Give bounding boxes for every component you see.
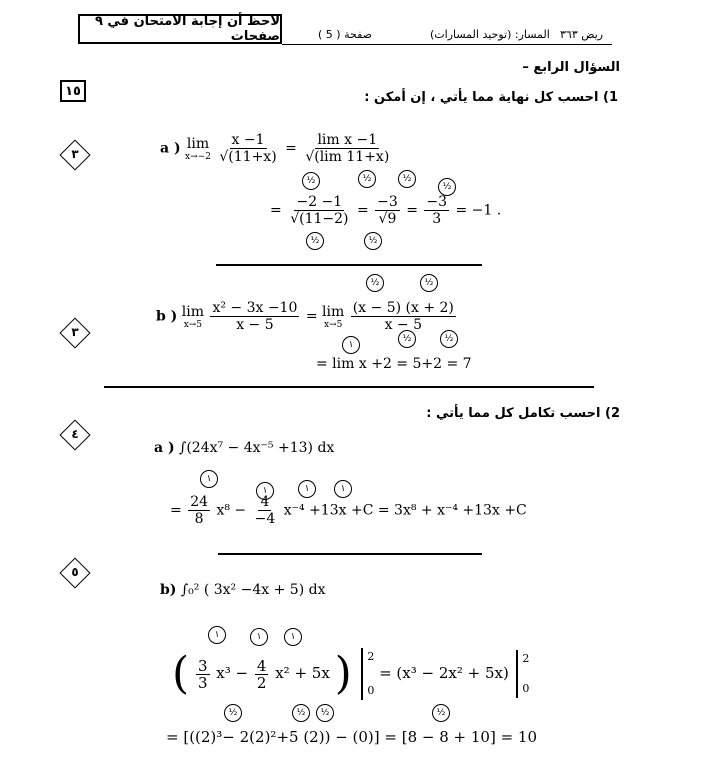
p1a-eq4: [424, 194, 449, 227]
p1a-eq1-num: lim x −1: [317, 132, 378, 148]
half-mark-circle: ½: [364, 232, 382, 250]
half-mark-circle: ½: [438, 178, 456, 196]
p2a-f1-den: 8: [194, 511, 204, 527]
half-mark-circle: ½: [420, 274, 438, 292]
p1b-lim-sub-2: x→5: [323, 319, 343, 330]
p1b-lim-2: lim: [322, 303, 345, 320]
p1a-eq4-den: 3: [432, 211, 442, 227]
p1a-eq1: [303, 132, 391, 165]
half-mark-circle: ½: [306, 232, 324, 250]
p2b-lower-limit-2: 0: [522, 682, 530, 695]
p1a-lim: lim: [186, 135, 210, 152]
p2b-label: b): [160, 582, 177, 598]
p2a-f2-num: 4: [260, 494, 270, 510]
p1a-eq3-num: −3: [377, 194, 398, 210]
p1a-label: a ): [160, 140, 181, 157]
p1a-den: √(11+x): [219, 149, 277, 165]
p2a-solution: = $\frac{24}{8}$ x⁸ − $\frac{4}{-4}$ x⁻⁴ +13x +C = 3x⁸ + x⁻⁴ +13x +C: [170, 494, 527, 527]
p1b-lim: lim: [181, 303, 204, 320]
p2a-frac-1: [188, 494, 210, 527]
p1b-num2: (x − 5) (x + 2): [352, 300, 454, 316]
p2b-final: = [((2)³− 2(2)²+5 (2)) − (0)] = [8 − 8 + 10] = 10: [166, 728, 538, 746]
p2b-f2-den: 2: [256, 673, 267, 692]
p1a-steps: = $\frac{-2 -1}{√(11-2)}$ = $\frac{-3}{√9}$ = $\frac{-3}{3}$ = −1 .: [270, 194, 502, 227]
p2b-upper-limit-2: 2: [522, 652, 530, 665]
p2a-integral: ∫(24x⁷ − 4x⁻⁵ +13) dx: [179, 440, 335, 456]
part1-heading: 1) احسب كل نهاية مما يأتي ، إن أمكن :: [364, 90, 618, 105]
p2b-upper-limit: 2: [367, 650, 375, 663]
one-mark-circle: ١: [284, 628, 302, 646]
p1b-den2: x − 5: [384, 317, 422, 333]
p2b-term-mid: x³ −: [216, 664, 249, 682]
p2b-rhs: = (x³ − 2x² + 5x): [379, 664, 509, 682]
one-mark-circle: ١: [208, 626, 226, 644]
p2a-frac-2: [253, 494, 278, 527]
p1a-eq3-den: √9: [378, 211, 397, 227]
page-number: صفحة ( 5 ): [318, 28, 372, 41]
p2a-term-1: x⁸ −: [216, 502, 247, 519]
mark-value: ٤: [71, 427, 79, 441]
half-mark-circle: ½: [224, 704, 242, 722]
p1a-eq1-den: √(lim 11+x): [305, 149, 390, 165]
p2b-term-end: x² + 5x: [275, 664, 330, 682]
p2a-expression: [154, 440, 334, 456]
half-mark-circle: ½: [316, 704, 334, 722]
half-mark-circle: ½: [398, 170, 416, 188]
divider-1a: [216, 264, 482, 266]
p1b-lim-sub: x→5: [183, 319, 203, 330]
p2b-lower-limit: 0: [367, 684, 375, 697]
part2-heading: 2) احسب تكامل كل مما يأتي :: [426, 406, 620, 421]
one-mark-circle: ١: [334, 480, 352, 498]
p1b-result: = lim x +2 = 5+2 = 7: [316, 356, 472, 372]
p1b-label: b ): [156, 308, 178, 325]
p1b-den: x − 5: [236, 317, 274, 333]
question-score: [60, 80, 86, 102]
mark-value: ٣: [71, 147, 79, 161]
p2a-term-2: x⁻⁴ +13x +C = 3x⁸ + x⁻⁴ +13x +C: [283, 502, 527, 519]
p2b-expression: [160, 582, 325, 598]
half-mark-circle: ½: [432, 704, 450, 722]
p1a-eq2-den: √(11−2): [290, 211, 349, 227]
exam-note-box: [78, 14, 282, 44]
one-mark-circle: ١: [200, 470, 218, 488]
question-score-value: ١٥: [65, 83, 81, 99]
half-mark-circle: ½: [440, 330, 458, 348]
half-mark-circle: ½: [366, 274, 384, 292]
half-mark-circle: ½: [302, 172, 320, 190]
half-mark-circle: ½: [398, 330, 416, 348]
p1b-expression: b ) lim x→5 $\frac{\text{x² − 3x −10}}{x - 5}$ = lim x→5 $\frac{(x - 5) (x + 2)}{x - 5}$: [156, 300, 454, 333]
p1a-fraction: [217, 132, 278, 165]
one-mark-circle: ١: [298, 480, 316, 498]
p1b-fraction: [210, 300, 299, 333]
divider-1b: [104, 386, 594, 388]
header-divider: [282, 44, 612, 45]
p2b-integral: ∫₀² ( 3x² −4x + 5) dx: [180, 582, 326, 598]
p2b-f1-den: 3: [197, 673, 208, 692]
divider-2a: [218, 553, 482, 555]
p1b-fraction-2: [351, 300, 456, 333]
mark-value: ٥: [71, 565, 79, 579]
question-title: السؤال الرابع –: [522, 60, 620, 75]
p2b-frac-2: [255, 658, 269, 691]
p2a-f2-den: −4: [254, 511, 276, 527]
p1a-num: x −1: [231, 132, 265, 148]
p1b-num: x² − 3x −10: [212, 300, 298, 316]
half-mark-circle: ½: [292, 704, 310, 722]
course-code: ريض ٣٦٣: [560, 28, 604, 41]
p1a-eq2-num: −2 −1: [296, 194, 343, 210]
p1a-eq2: [288, 194, 350, 227]
p2b-f2-num: 4: [256, 656, 267, 675]
one-mark-circle: ١: [256, 482, 274, 500]
mark-value: ٣: [71, 325, 79, 339]
p2b-frac-1: [196, 658, 210, 691]
one-mark-circle: ١: [342, 336, 360, 354]
p1a-eq3: [375, 194, 400, 227]
p1a-eq4-num: −3: [426, 194, 448, 210]
half-mark-circle: ½: [358, 170, 376, 188]
p2a-f1-num: 24: [190, 494, 209, 510]
p1a-expression: a ) lim x→−2 $\frac{x -1}{√(11+x)}$ = $\frac{\text{lim x −1}}{√(\lim 11+x)}$: [160, 132, 390, 165]
track-label: المسار: (توحيد المسارات): [430, 28, 550, 41]
exam-note: لاحظ أن إجابة الامتحان في ٩ صفحات: [94, 14, 280, 44]
p2b-antiderivative: ( $\frac{3}{3}$ x³ − $\frac{4}{2}$ x² + 5x ) 2 0 = (x³ − 2x² + 5x) 2 0: [172, 640, 529, 708]
p2b-f1-num: 3: [197, 656, 208, 675]
p1a-result: = −1 .: [455, 202, 502, 219]
one-mark-circle: ١: [250, 628, 268, 646]
p2a-label: a ): [154, 440, 175, 456]
p1a-lim-sub: x→−2: [185, 151, 211, 162]
